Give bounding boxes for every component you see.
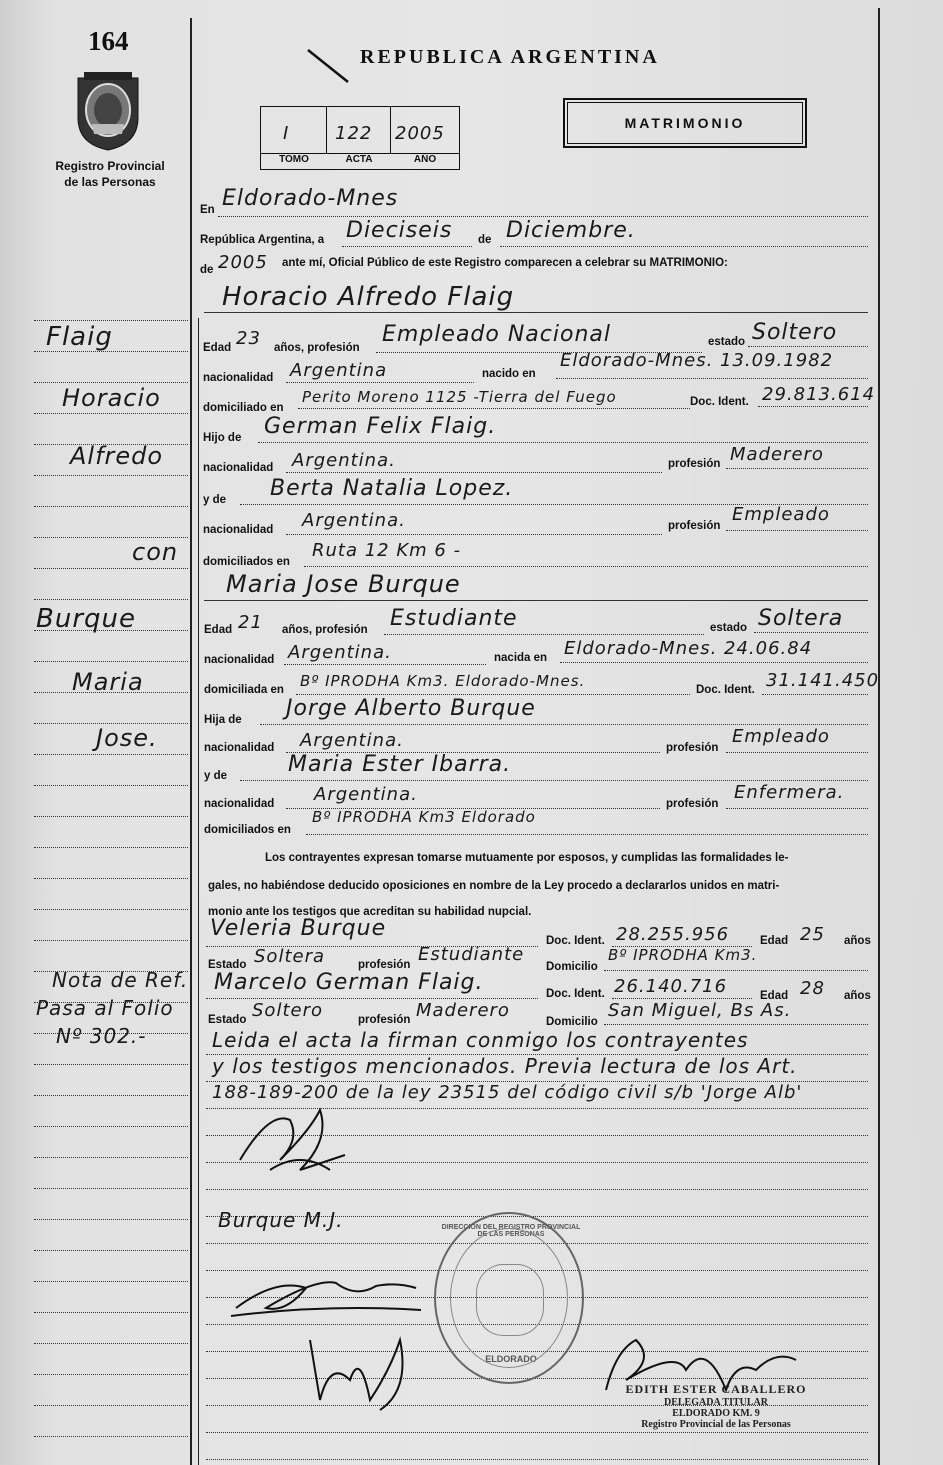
anio-cell bbox=[391, 107, 459, 153]
groom-madre-prof-label: profesión bbox=[668, 520, 721, 532]
margin-ruled-line bbox=[34, 1157, 188, 1158]
margin-name-2: Horacio bbox=[62, 384, 161, 412]
closing-line-2: y los testigos mencionados. Previa lectura de los Art. bbox=[212, 1054, 798, 1078]
bride-nacida-value: Eldorado-Mnes. 24.06.84 bbox=[564, 638, 813, 659]
bride-padre-nac-value: Argentina. bbox=[300, 730, 404, 751]
right-margin-line bbox=[878, 8, 880, 1465]
round-stamp-text: DIRECCION DEL REGISTRO PROVINCIAL DE LAS PERSONAS bbox=[441, 1224, 581, 1238]
body-ruled-line bbox=[206, 1189, 868, 1190]
groom-edad-label: Edad bbox=[203, 342, 232, 354]
intro-sentence: ante mí, Oficial Público de este Registro comparecen a celebrar su MATRIMONIO: bbox=[282, 257, 728, 269]
bride-domicilio-value: Bº IPRODHA Km3. Eldorado-Mnes. bbox=[300, 672, 586, 690]
tomo-label: TOMO bbox=[279, 154, 309, 165]
groom-padre-nac-label: nacionalidad bbox=[203, 462, 274, 474]
witness-1-anos-label: años bbox=[844, 935, 871, 947]
groom-dom-padres-value: Ruta 12 Km 6 - bbox=[312, 540, 462, 561]
witness-2-dom-label: Domicilio bbox=[546, 1016, 598, 1028]
body-ruled-line bbox=[206, 1054, 868, 1055]
margin-ruled-line bbox=[34, 940, 188, 941]
margin-ruled-line bbox=[34, 1343, 188, 1344]
bride-padre-prof-label: profesión bbox=[666, 742, 719, 754]
groom-doc-label: Doc. Ident. bbox=[690, 396, 749, 408]
margin-ruled-line bbox=[34, 1250, 188, 1251]
bride-madre-prof-value: Enfermera. bbox=[734, 782, 845, 803]
groom-padre-nac-value: Argentina. bbox=[292, 450, 396, 471]
acta-label: ACTA bbox=[345, 154, 373, 165]
bride-profesion-value: Estudiante bbox=[390, 606, 518, 631]
witness-signature bbox=[290, 1320, 430, 1420]
witness-2-estado-label: Estado bbox=[208, 1014, 247, 1026]
body-ruled-line bbox=[206, 1432, 868, 1433]
margin-ruled-line bbox=[34, 506, 188, 507]
closing-line-1: Leida el acta la firman conmigo los contrayentes bbox=[212, 1028, 749, 1052]
bride-estado-label: estado bbox=[710, 622, 748, 634]
margin-name-4: con bbox=[132, 538, 179, 566]
official-stamp-line-3: ELDORADO KM. 9 bbox=[672, 1408, 760, 1419]
groom-madre-nac-label: nacionalidad bbox=[203, 524, 274, 536]
groom-madre-nac-value: Argentina. bbox=[302, 510, 406, 531]
page-number: 164 bbox=[88, 26, 129, 56]
pen-slash-mark bbox=[304, 46, 354, 86]
bride-hija-label: Hija de bbox=[204, 714, 242, 726]
witness-2-prof-label: profesión bbox=[358, 1014, 411, 1026]
bride-nacionalidad-label: nacionalidad bbox=[204, 654, 275, 666]
margin-ruled-line bbox=[34, 1188, 188, 1189]
country-title: REPUBLICA ARGENTINA bbox=[360, 46, 660, 68]
witness-2-dom-value: San Miguel, Bs As. bbox=[608, 1000, 792, 1021]
margin-ruled-line bbox=[34, 1064, 188, 1065]
tomo-cell bbox=[261, 107, 327, 153]
bride-edad-value: 21 bbox=[238, 612, 263, 633]
declaration-line-1: Los contrayentes expresan tomarse mutuamente por esposos, y cumplidas las formalidades le- bbox=[265, 852, 789, 864]
official-stamp-line-4: Registro Provincial de las Personas bbox=[641, 1419, 791, 1430]
witness-1-doc-value: 28.255.956 bbox=[616, 924, 730, 945]
margin-ruled-line bbox=[34, 785, 188, 786]
groom-padre-prof-value: Maderero bbox=[730, 444, 824, 465]
groom-madre-value: Berta Natalia Lopez. bbox=[270, 476, 514, 501]
month-value: Diciembre. bbox=[506, 218, 636, 243]
registry-table bbox=[260, 106, 460, 170]
bride-madre-nac-value: Argentina. bbox=[314, 784, 418, 805]
official-stamp-line-2: DELEGADA TITULAR bbox=[663, 1397, 768, 1408]
witness-2-doc-label: Doc. Ident. bbox=[546, 988, 605, 1000]
bride-estado-value: Soltera bbox=[758, 606, 844, 631]
margin-name-5: Burque bbox=[36, 604, 136, 634]
groom-doc-value: 29.813.614 bbox=[762, 384, 876, 405]
margin-ruled-line bbox=[34, 1126, 188, 1127]
document-type-box: MATRIMONIO bbox=[563, 98, 807, 148]
declaration-line-2: gales, no habiéndose deducido oposiciones en nombre de la Ley procedo a declararlos unidos en matri- bbox=[208, 880, 780, 892]
groom-nacido-value: Eldorado-Mnes. 13.09.1982 bbox=[560, 350, 834, 371]
bride-padre-value: Jorge Alberto Burque bbox=[286, 696, 536, 721]
registry-name bbox=[45, 158, 175, 190]
groom-estado-label: estado bbox=[708, 336, 746, 348]
registry-round-stamp bbox=[434, 1212, 584, 1384]
margin-name-6: Maria bbox=[72, 668, 144, 696]
bride-doc-value: 31.141.450 bbox=[766, 670, 880, 691]
bride-full-name: Maria Jose Burque bbox=[226, 570, 461, 598]
witness-1-estado-value: Soltera bbox=[254, 946, 326, 967]
bride-padre-prof-value: Empleado bbox=[732, 726, 830, 747]
body-ruled-line bbox=[206, 1081, 868, 1082]
margin-ruled-line bbox=[34, 847, 188, 848]
margin-ruled-line bbox=[34, 320, 188, 321]
groom-signature bbox=[226, 1268, 426, 1328]
margin-ruled-line bbox=[34, 1312, 188, 1313]
stamp-emblem-icon bbox=[476, 1264, 544, 1336]
margin-ruled-line bbox=[34, 1374, 188, 1375]
margin-note-1: Nota de Ref. bbox=[52, 968, 189, 992]
left-margin-line bbox=[190, 18, 192, 1465]
bride-domicilio-label: domiciliada en bbox=[204, 684, 284, 696]
acta-value: 122 bbox=[335, 123, 373, 144]
margin-ruled-line bbox=[34, 878, 188, 879]
bride-madre-prof-label: profesión bbox=[666, 798, 719, 810]
groom-profesion-label: años, profesión bbox=[274, 342, 360, 354]
witness-2-edad-label: Edad bbox=[760, 990, 789, 1002]
margin-ruled-line bbox=[34, 909, 188, 910]
republica-label: República Argentina, a bbox=[200, 234, 325, 246]
groom-domicilio-value: Perito Moreno 1125 -Tierra del Fuego bbox=[302, 388, 617, 406]
groom-full-name: Horacio Alfredo Flaig bbox=[222, 282, 515, 312]
bride-dom-padres-label: domiciliados en bbox=[204, 824, 291, 836]
witness-1-edad-label: Edad bbox=[760, 935, 789, 947]
round-stamp-bottom: ELDORADO bbox=[485, 1354, 537, 1364]
witness-2-name: Marcelo German Flaig. bbox=[214, 970, 484, 995]
official-stamp-line-1: EDITH ESTER CABALLERO bbox=[625, 1382, 807, 1396]
witness-1-edad-value: 25 bbox=[800, 924, 825, 945]
registry-line-2: de las Personas bbox=[64, 175, 156, 189]
witness-2-estado-value: Soltero bbox=[252, 1000, 323, 1021]
groom-padre-value: German Felix Flaig. bbox=[264, 414, 497, 439]
margin-note-2: Pasa al Folio bbox=[36, 996, 174, 1020]
margin-ruled-line bbox=[34, 754, 188, 755]
margin-note-3: Nº 302.- bbox=[56, 1024, 147, 1048]
provincial-emblem-icon bbox=[72, 68, 144, 152]
margin-name-1: Flaig bbox=[46, 322, 113, 352]
de-label: de bbox=[478, 234, 492, 246]
witness-2-anos-label: años bbox=[844, 990, 871, 1002]
bride-signature: Burque M.J. bbox=[218, 1208, 344, 1232]
margin-ruled-line bbox=[34, 568, 188, 569]
registry-line-1: Registro Provincial bbox=[55, 159, 165, 173]
margin-ruled-line bbox=[34, 1436, 188, 1437]
groom-edad-value: 23 bbox=[236, 328, 261, 349]
witness-1-dom-value: Bº IPRODHA Km3. bbox=[608, 946, 758, 964]
margin-ruled-line bbox=[34, 1281, 188, 1282]
witness-1-doc-label: Doc. Ident. bbox=[546, 935, 605, 947]
margin-ruled-line bbox=[34, 475, 188, 476]
margin-name-3: Alfredo bbox=[70, 442, 164, 470]
margin-ruled-line bbox=[34, 599, 188, 600]
margin-ruled-line bbox=[34, 661, 188, 662]
groom-padre-prof-label: profesión bbox=[668, 458, 721, 470]
groom-estado-value: Soltero bbox=[752, 320, 838, 345]
bride-madre-value: Maria Ester Ibarra. bbox=[288, 752, 512, 777]
day-value: Dieciseis bbox=[346, 218, 453, 243]
witness-2-edad-value: 28 bbox=[800, 978, 825, 999]
bride-doc-label: Doc. Ident. bbox=[696, 684, 755, 696]
anio-value: 2005 bbox=[395, 123, 445, 144]
year-prefix-label: de bbox=[200, 264, 214, 276]
groom-nacionalidad-label: nacionalidad bbox=[203, 372, 274, 384]
official-stamp bbox=[616, 1382, 816, 1430]
declaration-line-3: monio ante los testigos que acreditan su habilidad nupcial. bbox=[208, 906, 532, 918]
margin-name-7: Jose. bbox=[96, 724, 158, 752]
left-column-line bbox=[198, 318, 199, 1465]
bride-dom-padres-value: Bº IPRODHA Km3 Eldorado bbox=[312, 808, 536, 826]
witness-2-doc-value: 26.140.716 bbox=[614, 976, 728, 997]
groom-hijo-label: Hijo de bbox=[203, 432, 242, 444]
bride-madre-nac-label: nacionalidad bbox=[204, 798, 275, 810]
margin-ruled-line bbox=[34, 413, 188, 414]
margin-ruled-line bbox=[34, 382, 188, 383]
margin-ruled-line bbox=[34, 1095, 188, 1096]
witness-1-prof-value: Estudiante bbox=[418, 944, 525, 965]
groom-madre-prof-value: Empleado bbox=[732, 504, 830, 525]
witness-1-estado-label: Estado bbox=[208, 959, 247, 971]
groom-nacionalidad-value: Argentina bbox=[290, 360, 388, 381]
bride-profesion-label: años, profesión bbox=[282, 624, 368, 636]
bride-padre-nac-label: nacionalidad bbox=[204, 742, 275, 754]
margin-ruled-line bbox=[34, 816, 188, 817]
closing-line-3: 188-189-200 de la ley 23515 del código civil s/b 'Jorge Alb' bbox=[212, 1082, 803, 1103]
margin-ruled-line bbox=[34, 1405, 188, 1406]
anio-label: AÑO bbox=[413, 154, 437, 165]
groom-nacido-label: nacido en bbox=[482, 368, 536, 380]
bride-nacionalidad-value: Argentina. bbox=[288, 642, 392, 663]
groom-y-de-label: y de bbox=[203, 494, 227, 506]
acta-cell bbox=[327, 107, 391, 153]
body-ruled-line bbox=[206, 1459, 868, 1460]
witness-1-dom-label: Domicilio bbox=[546, 961, 598, 973]
bride-y-de-label: y de bbox=[204, 770, 228, 782]
bride-edad-label: Edad bbox=[204, 624, 233, 636]
place-value: Eldorado-Mnes bbox=[222, 186, 399, 211]
en-label: En bbox=[200, 204, 215, 216]
margin-ruled-line bbox=[34, 1219, 188, 1220]
groom-domicilio-label: domiciliado en bbox=[203, 402, 284, 414]
year-value: 2005 bbox=[218, 252, 268, 273]
groom-dom-padres-label: domiciliados en bbox=[203, 556, 290, 568]
witness-1-name: Veleria Burque bbox=[210, 916, 387, 941]
witness-1-prof-label: profesión bbox=[358, 959, 411, 971]
witness-2-prof-value: Maderero bbox=[416, 1000, 510, 1021]
bride-nacida-label: nacida en bbox=[494, 652, 548, 664]
groom-profesion-value: Empleado Nacional bbox=[382, 322, 611, 347]
tomo-value: I bbox=[283, 123, 290, 144]
officer-signature-1 bbox=[230, 1100, 350, 1180]
